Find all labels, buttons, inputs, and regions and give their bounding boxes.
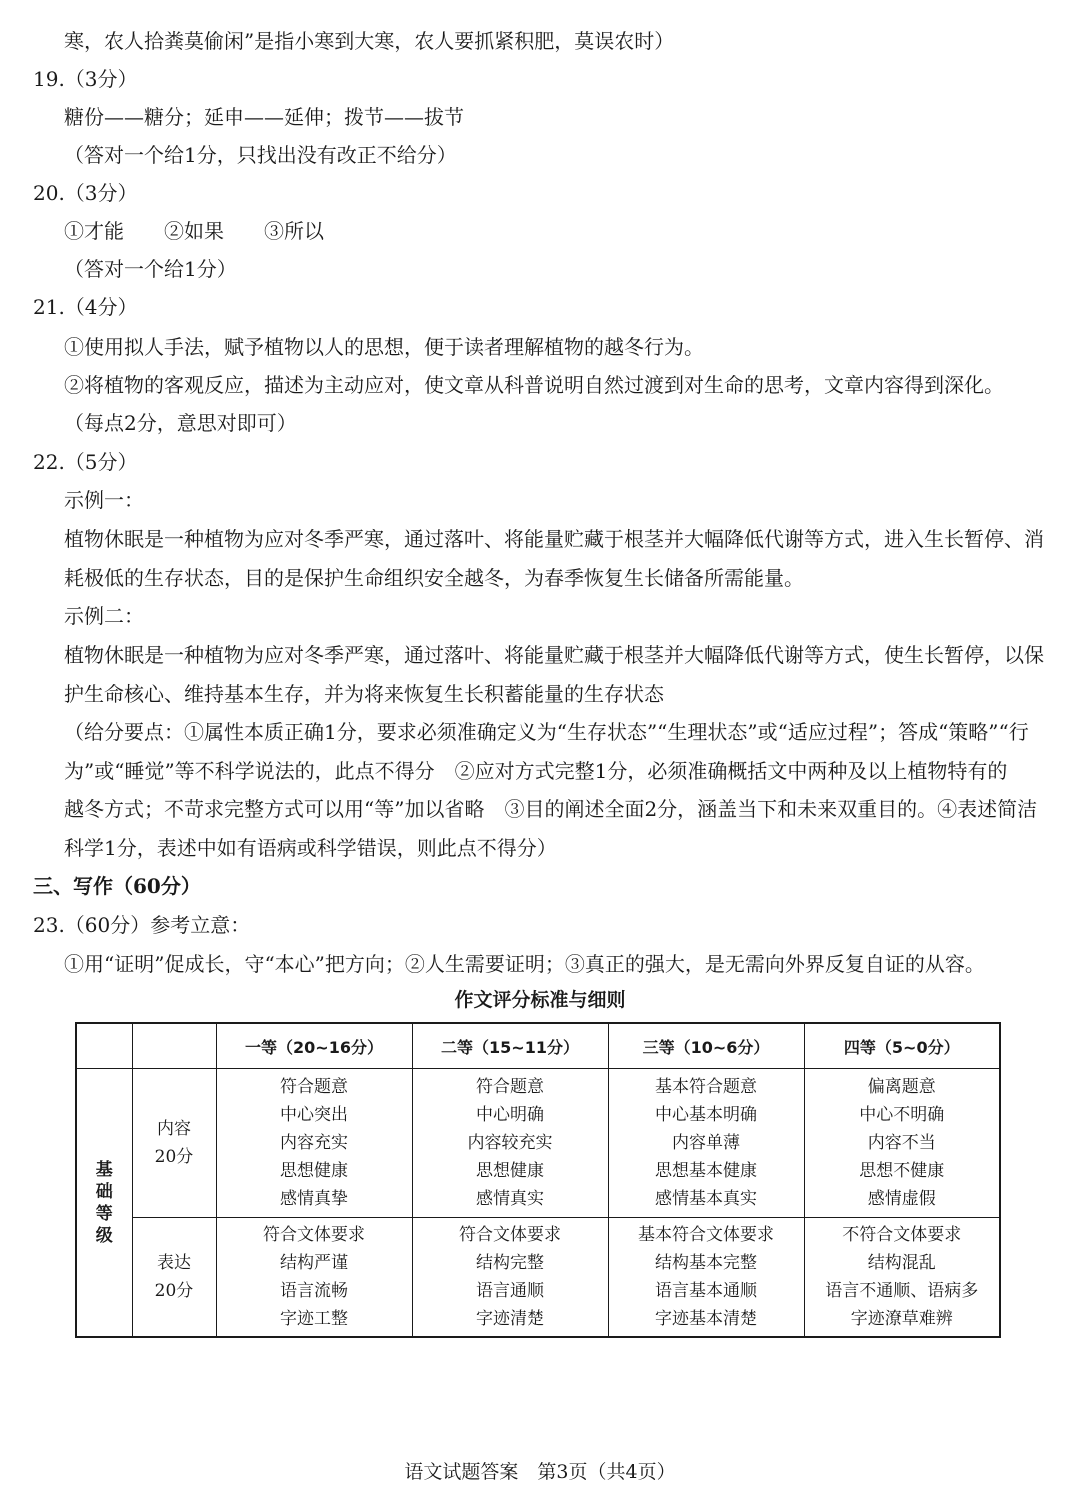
q20-note: （答对一个给1分）	[64, 257, 237, 281]
criterion-text: 思想不健康	[859, 1161, 945, 1181]
section-writing-title: 三、写作（60分）	[33, 874, 201, 898]
criterion-text: 中心明确	[476, 1105, 544, 1125]
expression-category	[132, 1218, 216, 1338]
criterion-text: 中心突出	[280, 1105, 348, 1125]
rubric-table	[75, 1022, 1001, 1338]
q22-example2-line2: 护生命核心、维持基本生存，并为将来恢复生长积蓄能量的生存状态	[64, 682, 664, 706]
criterion-text: 内容不当	[867, 1133, 936, 1153]
content-grade-1	[216, 1069, 412, 1218]
criterion-text: 结构完整	[476, 1253, 544, 1273]
content-category	[132, 1069, 216, 1218]
criterion-text: 中心不明确	[859, 1105, 945, 1125]
criterion-text: 结构混乱	[867, 1253, 936, 1273]
criterion-text: 字迹基本清楚	[655, 1309, 757, 1329]
rubric-header-row	[76, 1023, 1000, 1069]
content-grade-4	[804, 1069, 1000, 1218]
content-grade-3	[608, 1069, 804, 1218]
q23-ideas: ①用“证明”促成长，守“本心”把方向；②人生需要证明；③真正的强大，是无需向外界反复自证的从容。	[64, 952, 985, 976]
content-grade-2	[412, 1069, 608, 1218]
level-char: 级	[95, 1225, 113, 1246]
content-label: 内容	[157, 1119, 191, 1139]
criterion-text: 基本符合文体要求	[638, 1225, 774, 1245]
grade-2-header: 二等（15~11分）	[412, 1023, 608, 1069]
criterion-text: 感情真挚	[280, 1189, 348, 1209]
rubric-expression-row	[76, 1218, 1000, 1338]
grade-1-header: 一等（20~16分）	[216, 1023, 412, 1069]
level-char: 基	[95, 1159, 113, 1180]
q22-scoring-line4: 科学1分，表述中如有语病或科学错误，则此点不得分）	[64, 836, 557, 860]
criterion-text: 感情虚假	[867, 1189, 936, 1209]
criterion-text: 思想健康	[280, 1161, 348, 1181]
criterion-text: 基本符合题意	[655, 1077, 757, 1097]
intro-line: 寒，农人拾粪莫偷闲”是指小寒到大寒，农人要抓紧积肥，莫误农时）	[64, 29, 675, 53]
page-footer: 语文试题答案 第3页（共4页）	[404, 1461, 676, 1483]
criterion-text: 感情基本真实	[655, 1189, 757, 1209]
q23-header: 23.（60分）参考立意：	[33, 913, 251, 937]
criterion-text: 符合文体要求	[263, 1225, 365, 1245]
q21-note: （每点2分，意思对即可）	[64, 411, 297, 435]
expression-label: 表达	[157, 1253, 191, 1273]
q22-scoring-line3: 越冬方式；不苛求完整方式可以用“等”加以省略 ③目的阐述全面2分，涵盖当下和未来双重目的。④表述简洁	[64, 797, 1038, 821]
criterion-text: 符合文体要求	[459, 1225, 561, 1245]
criterion-text: 内容较充实	[467, 1133, 553, 1153]
q22-scoring-line2: 为”或“睡觉”等不科学说法的，此点不得分 ②应对方式完整1分，必须准确概括文中两种及以上植物特有的	[64, 759, 1008, 783]
rubric-title: 作文评分标准与细则	[454, 989, 626, 1011]
criterion-text: 思想基本健康	[655, 1161, 757, 1181]
q20-answer: ①才能 ②如果 ③所以	[64, 219, 324, 243]
expression-grade-2	[412, 1218, 608, 1338]
rubric-category-header	[132, 1023, 216, 1069]
criterion-text: 结构基本完整	[655, 1253, 757, 1273]
q22-example1-line1: 植物休眠是一种植物为应对冬季严寒，通过落叶、将能量贮藏于根茎并大幅降低代谢等方式，进入生长暂停、消	[64, 527, 1044, 551]
q19-answer: 糖份——糖分；延申——延伸；拨节——拔节	[64, 105, 464, 129]
criterion-text: 语言流畅	[280, 1281, 348, 1301]
grade-4-header: 四等（5~0分）	[804, 1023, 1000, 1069]
criterion-text: 不符合文体要求	[842, 1225, 962, 1245]
criterion-text: 语言通顺	[476, 1281, 544, 1301]
q19-header: 19.（3分）	[33, 67, 138, 91]
grade-3-header: 三等（10~6分）	[608, 1023, 804, 1069]
criterion-text: 语言不通顺、语病多	[825, 1281, 979, 1301]
q20-header: 20.（3分）	[33, 181, 138, 205]
q21-point-1: ①使用拟人手法，赋予植物以人的思想，便于读者理解植物的越冬行为。	[64, 335, 704, 359]
level-char: 础	[95, 1181, 113, 1202]
q22-example1-line2: 耗极低的生存状态，目的是保护生命组织安全越冬，为春季恢复生长储备所需能量。	[64, 566, 804, 590]
expression-grade-3	[608, 1218, 804, 1338]
q22-example2-label: 示例二：	[64, 604, 144, 628]
criterion-text: 字迹工整	[280, 1309, 348, 1329]
q22-scoring-line1: （给分要点：①属性本质正确1分，要求必须准确定义为“生存状态”“生理状态”或“适应过程”；答成“策略”“行	[64, 720, 1029, 744]
criterion-text: 感情真实	[476, 1189, 544, 1209]
content-score: 20分	[154, 1147, 194, 1167]
criterion-text: 字迹清楚	[476, 1309, 544, 1329]
criterion-text: 语言基本通顺	[655, 1281, 757, 1301]
q21-header: 21.（4分）	[33, 295, 138, 319]
q22-header: 22.（5分）	[33, 450, 138, 474]
q21-point-2: ②将植物的客观反应，描述为主动应对，使文章从科普说明自然过渡到对生命的思考，文章内容得到深化。	[64, 373, 1004, 397]
rubric-corner-cell	[76, 1023, 132, 1069]
criterion-text: 符合题意	[280, 1077, 348, 1097]
criterion-text: 内容单薄	[672, 1133, 740, 1153]
criterion-text: 偏离题意	[867, 1077, 936, 1097]
q22-example1-label: 示例一：	[64, 488, 144, 512]
criterion-text: 中心基本明确	[655, 1105, 757, 1125]
criterion-text: 字迹潦草难辨	[850, 1309, 953, 1329]
criterion-text: 结构严谨	[280, 1253, 348, 1273]
criterion-text: 内容充实	[280, 1133, 348, 1153]
expression-score: 20分	[154, 1281, 194, 1301]
basic-level-label	[76, 1069, 132, 1338]
expression-grade-1	[216, 1218, 412, 1338]
q19-note: （答对一个给1分，只找出没有改正不给分）	[64, 143, 457, 167]
rubric-content-row	[76, 1069, 1000, 1218]
criterion-text: 思想健康	[476, 1161, 544, 1181]
level-char: 等	[95, 1203, 113, 1224]
expression-grade-4	[804, 1218, 1000, 1338]
criterion-text: 符合题意	[476, 1077, 544, 1097]
q22-example2-line1: 植物休眠是一种植物为应对冬季严寒，通过落叶、将能量贮藏于根茎并大幅降低代谢等方式，使生长暂停，以保	[64, 643, 1044, 667]
